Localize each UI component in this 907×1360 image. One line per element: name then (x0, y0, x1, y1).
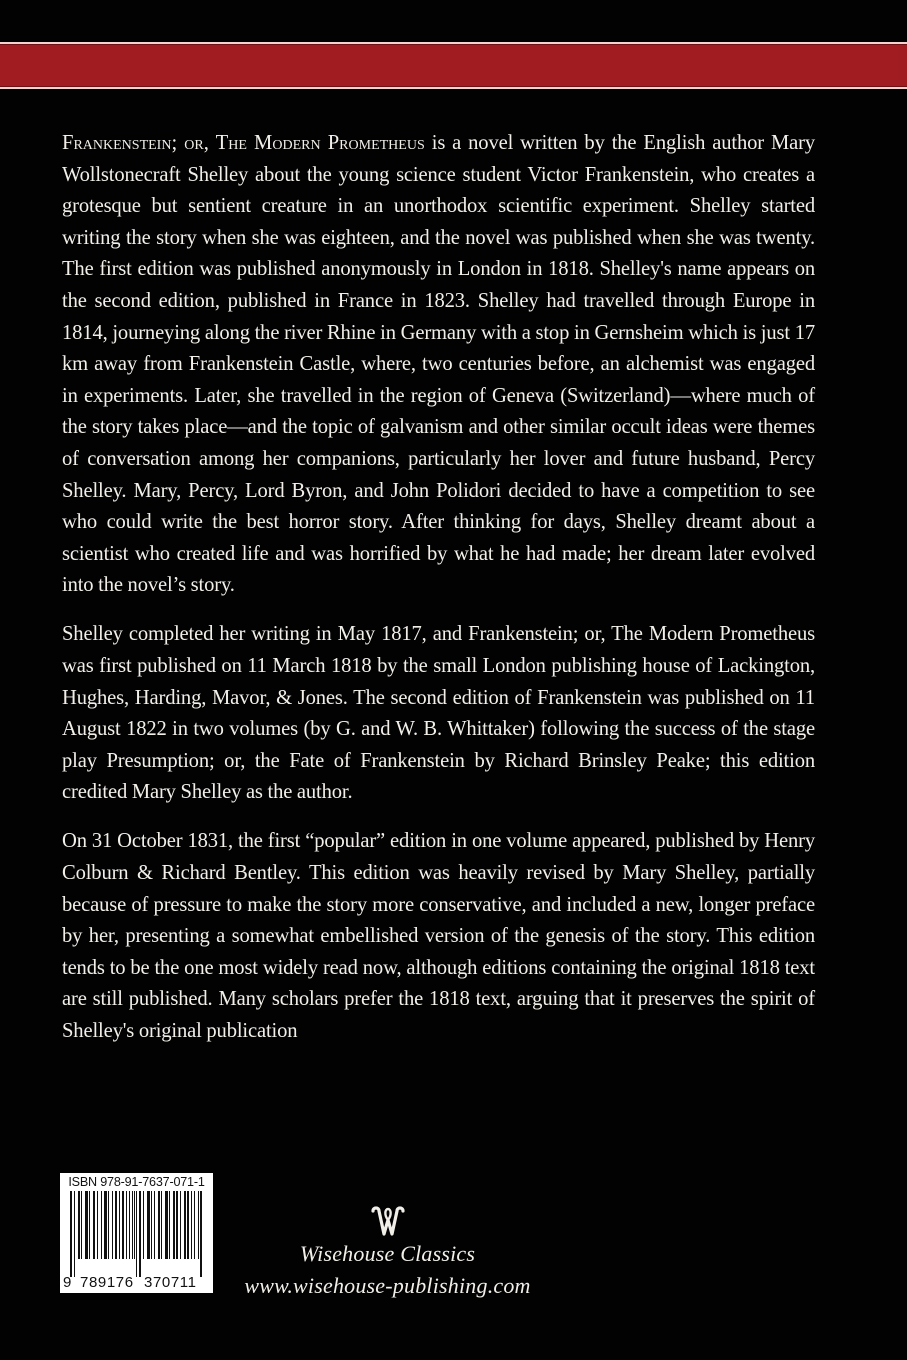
isbn-barcode (60, 1173, 213, 1293)
blurb-paragraph-1-text: is a novel written by the English author Mary Wollstonecraft Shelley about the young science student Victor Frankenstein, who creates a grotesque but sentient creature in an unorthodox scientific experiment. Shelley started writing the story when she was eighteen, and the novel was published when she was twenty. The first edition was published anonymously in London in 1818. Shelley's name appears on the second edition, published in France in 1823. Shelley had travelled through Europe in 1814, journeying along the river Rhine in Germany with a stop in Gernsheim which is just 17 km away from Frankenstein Castle, where, two centuries before, an alchemist was engaged in experiments. Later, she travelled in the region of Geneva (Switzerland)—where much of the story takes place—and the topic of galvanism and other similar occult ideas were themes of conversation among her companions, particularly her lover and future husband, Percy Shelley. Mary, Percy, Lord Byron, and John Polidori decided to have a competition to see who could write the best horror story. After thinking for days, Shelley dreamt about a scientist who created life and was horrified by what he had made; her dream later evolved into the novel’s story. (62, 132, 815, 597)
decorative-red-band (0, 42, 907, 89)
blurb-paragraph-1 (62, 128, 815, 602)
barcode-digits-right: 370711 (144, 1274, 197, 1291)
blurb-paragraph-3: On 31 October 1831, the first “popular” edition in one volume appeared, published by Henry Colburn & Richard Bentley. This edition was heavily revised by Mary Shelley, partially because of pressure to make the story more conservative, and included a new, longer preface by her, presenting a somewhat embellished version of the genesis of the story. This edition tends to be the one most widely read now, although editions containing the original 1818 text are still published. Many scholars prefer the 1818 text, arguing that it preserves the spirit of Shelley's original publication (62, 830, 815, 1043)
isbn-label: ISBN 978-91-7637-071-1 (68, 1175, 205, 1189)
back-cover-blurb (62, 128, 815, 1065)
book-title-smallcaps: Frankenstein; or, The Modern Prometheus (62, 132, 425, 154)
publisher-name: Wisehouse Classics (299, 1241, 476, 1266)
publisher-block (230, 1205, 545, 1299)
publisher-url: www.wisehouse-publishing.com (244, 1273, 531, 1298)
wisehouse-w-logo-icon (370, 1205, 406, 1239)
barcode-digits-left: 789176 (80, 1274, 134, 1291)
blurb-paragraph-2: Shelley completed her writing in May 1817, and Frankenstein; or, The Modern Prometheus was first published on 11 March 1818 by the small London publishing house of Lackington, Hughes, Harding, Mavor, & Jones. The second edition of Frankenstein was published on 11 August 1822 in two volumes (by G. and W. B. Whittaker) following the success of the stage play Presumption; or, the Fate of Frankenstein by Richard Brinsley Peake; this edition credited Mary Shelley as the author. (62, 623, 815, 804)
barcode-digit-first: 9 (63, 1274, 72, 1291)
